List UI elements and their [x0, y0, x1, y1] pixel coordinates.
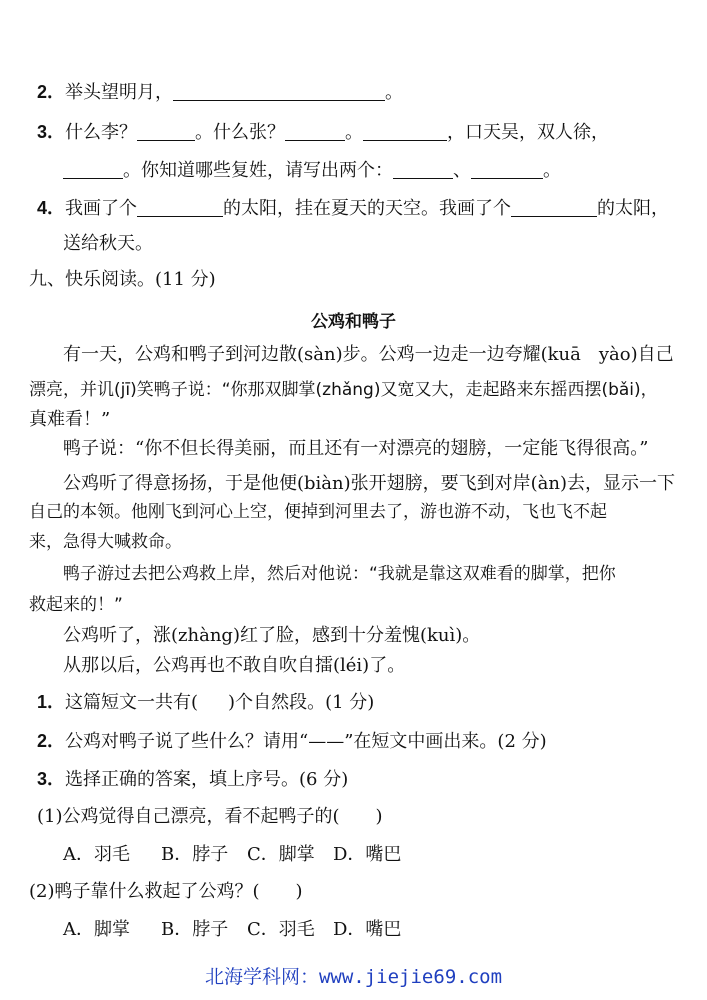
answer-blank[interactable]: [285, 122, 345, 141]
question-number: 3．: [37, 122, 66, 142]
answer-blank[interactable]: [63, 160, 123, 179]
section-heading: 九、快乐阅读。(11 分): [29, 269, 216, 290]
footer-watermark: 北海学科网：www.jiejie69.com: [204, 966, 503, 988]
question-text: 这篇短文一共有(: [65, 692, 199, 713]
passage-line: 公鸡听了，涨(zhàng)红了脸，感到十分羞愧(kuì)。: [63, 625, 481, 646]
question-text: 送给秋天。: [63, 233, 153, 254]
question-text: 公鸡对鸭子说了些什么？请用“——”在短文中画出来。(2 分): [65, 731, 547, 752]
option[interactable]: D．嘴巴: [333, 844, 402, 865]
question-2: [37, 80, 403, 105]
passage-line: 鸭子游过去把公鸡救上岸，然后对他说：“我就是靠这双难看的脚掌，把你: [63, 564, 616, 584]
passage-title: 公鸡和鸭子: [311, 312, 396, 332]
question-text: ，口天吴，双人徐，: [447, 122, 610, 143]
option[interactable]: C．羽毛: [247, 919, 315, 940]
answer-blank[interactable]: [393, 160, 453, 179]
option[interactable]: A．羽毛: [63, 844, 130, 865]
passage-line: 从那以后，公鸡再也不敢自吹自擂(léi)了。: [63, 655, 406, 676]
question-text: 。: [543, 160, 561, 181]
question-text: 。什么张？: [195, 122, 286, 143]
answer-blank[interactable]: [137, 122, 195, 141]
passage-line: 公鸡听了得意扬扬，于是他便(biàn)张开翅膀，要飞到对岸(àn)去，显示一下: [63, 473, 676, 494]
sub-question-1-options: [63, 843, 401, 867]
passage-line: 来，急得大喊救命。: [29, 532, 182, 552]
question-text: )个自然段。(1 分): [228, 692, 375, 713]
question-text: 我画了个: [65, 198, 138, 219]
question-number: 4．: [37, 198, 66, 218]
reading-question-2: [37, 729, 547, 754]
answer-blank[interactable]: [471, 160, 543, 179]
passage-line: 救起来的！”: [29, 595, 123, 615]
question-number: 3．: [37, 769, 66, 789]
passage-line: 有一天，公鸡和鸭子到河边散(sàn)步。公鸡一边走一边夸耀(kuā yào)自己: [63, 344, 674, 365]
passage-line: 漂亮，并讥(jī)笑鸭子说：“你那双脚掌(zhǎng)又宽又大，走起路来东摇西摆(bǎi)，: [29, 380, 658, 400]
option[interactable]: B．脖子: [161, 844, 229, 865]
question-text: 选择正确的答案，填上序号。(6 分): [65, 769, 349, 790]
option[interactable]: A．脚掌: [63, 919, 130, 940]
passage-line: 鸭子说：“你不但长得美丽，而且还有一对漂亮的翅膀，一定能飞得很高。”: [63, 438, 649, 459]
reading-question-1: [37, 690, 374, 715]
question-number: 1．: [37, 692, 66, 712]
sub-question-2-options: [63, 918, 401, 942]
question-text: 举头望明月，: [65, 82, 174, 103]
question-text: 的太阳，挂在夏天的天空。我画了个: [223, 198, 512, 219]
question-text: 。你知道哪些复姓，请写出两个：: [123, 160, 393, 181]
answer-blank[interactable]: [173, 82, 385, 101]
passage-line: 真难看！”: [29, 409, 111, 430]
option[interactable]: B．脖子: [161, 919, 229, 940]
answer-blank[interactable]: [137, 198, 223, 217]
punct: 。: [385, 82, 404, 103]
passage-line: 自己的本领。他刚飞到河心上空，便掉到河里去了，游也游不动，飞也飞不起: [29, 502, 607, 522]
answer-blank[interactable]: [363, 122, 447, 141]
option[interactable]: C．脚掌: [247, 844, 315, 865]
question-text: 。: [345, 122, 364, 143]
reading-question-3: [37, 767, 348, 792]
question-3-line-1: [37, 120, 609, 145]
question-number: 2．: [37, 82, 66, 102]
sub-question-1: (1)公鸡觉得自己漂亮，看不起鸭子的( ): [37, 806, 383, 827]
question-4-line-1: [37, 196, 669, 221]
sub-question-2: (2)鸭子靠什么救起了公鸡？( ): [29, 881, 303, 902]
question-text: 的太阳，: [597, 198, 670, 219]
question-3-line-2: [63, 159, 561, 183]
question-text: 、: [453, 160, 471, 181]
answer-blank[interactable]: [511, 198, 597, 217]
option[interactable]: D．嘴巴: [333, 919, 402, 940]
question-4-line-2: [63, 232, 153, 256]
question-number: 2．: [37, 731, 66, 751]
question-text: 什么李？: [65, 122, 138, 143]
